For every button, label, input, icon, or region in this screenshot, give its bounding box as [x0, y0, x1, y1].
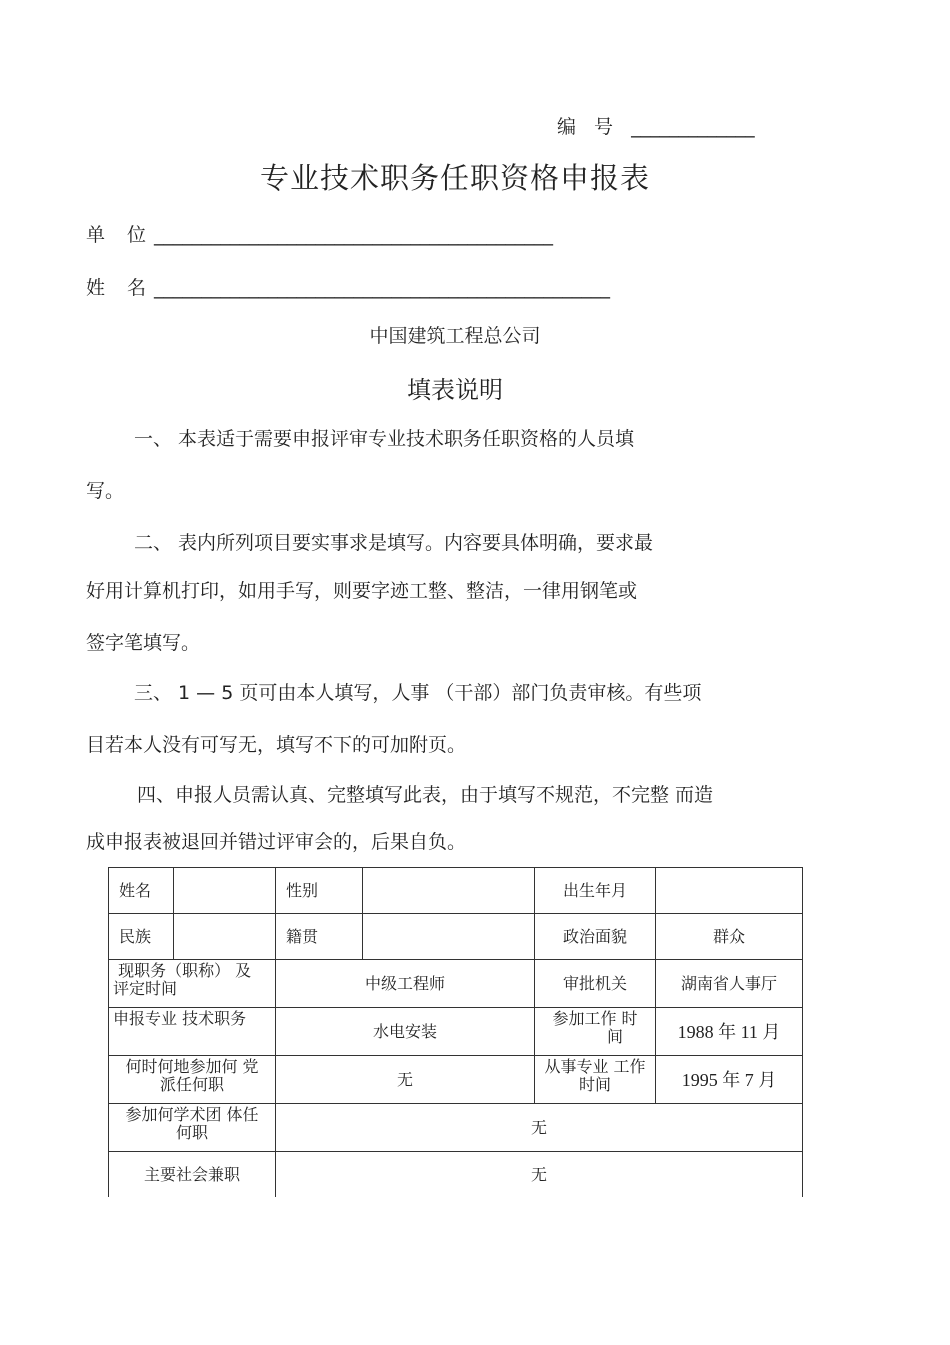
social-label-cell: 主要社会兼职: [109, 1152, 276, 1198]
career-label-cell: [535, 1056, 656, 1104]
birth-value-cell[interactable]: [656, 868, 803, 914]
native-label-cell: 籍贯: [276, 914, 363, 960]
approve-value-cell[interactable]: 湖南省人事厅: [656, 960, 803, 1008]
party-value-cell[interactable]: 无: [276, 1056, 535, 1104]
name-value-cell[interactable]: [174, 868, 276, 914]
party-label-cell: [109, 1056, 276, 1104]
work-value-cell[interactable]: 1988 年 11 月: [656, 1008, 803, 1056]
table-row: [109, 960, 803, 1008]
apply-label-cell: 申报专业 技术职务: [109, 1008, 276, 1056]
table-row: [109, 1056, 803, 1104]
instruction-line: 签字笔填写。: [86, 632, 201, 654]
company-name: 中国建筑工程总公司: [369, 325, 541, 347]
number-field: [557, 112, 755, 139]
academic-label-line: 何职: [175, 1123, 208, 1142]
name-field: [86, 273, 610, 300]
ethnic-value-cell[interactable]: [174, 914, 276, 960]
instruction-line: 三、 1 — 5 页可由本人填写，人事 （干部）部门负责审核。有些项: [134, 682, 702, 704]
party-label-line: 派任何职: [159, 1075, 224, 1094]
ethnic-label-cell: 民族: [109, 914, 174, 960]
table-row: [109, 1008, 803, 1056]
instruction-line: 成申报表被退回并错过评审会的，后果自负。: [86, 831, 467, 853]
instruction-line: 一、 本表适于需要申报评审专业技术职务任职资格的人员填: [134, 428, 635, 450]
gender-label-cell: 性别: [276, 868, 363, 914]
position-value-cell[interactable]: 中级工程师: [276, 960, 535, 1008]
name-label-cell: 姓名: [109, 868, 174, 914]
table-row: [109, 868, 803, 914]
instruction-line: 目若本人没有可写无，填写不下的可加附页。: [86, 734, 467, 756]
table-row: [109, 914, 803, 960]
unit-line: __________________________________________: [154, 224, 554, 246]
instructions-title: 填表说明: [407, 376, 503, 404]
application-form-table: [108, 867, 803, 1197]
name-line: ________________________________________________: [154, 277, 611, 299]
position-label-line: 评定时间: [113, 979, 178, 998]
apply-value-cell[interactable]: 水电安装: [276, 1008, 535, 1056]
name-label: 姓 名: [86, 277, 155, 299]
instruction-line: 二、 表内所列项目要实事求是填写。内容要具体明确，要求最: [134, 532, 654, 554]
work-label-cell: [535, 1008, 656, 1056]
birth-label-cell: 出生年月: [535, 868, 656, 914]
political-label-cell: 政治面貌: [535, 914, 656, 960]
party-label-line: 何时何地参加何 党: [125, 1057, 259, 1076]
work-label-line: 间: [606, 1027, 623, 1046]
position-label-line: 现职务（职称） 及: [113, 961, 252, 980]
academic-label-cell: [109, 1104, 276, 1152]
table-row: [109, 1152, 803, 1198]
academic-value-cell[interactable]: 无: [276, 1104, 803, 1152]
number-label: 编 号: [557, 116, 620, 138]
table-row: [109, 1104, 803, 1152]
work-label-line: 参加工作 时: [552, 1009, 638, 1028]
position-label-cell: [109, 960, 276, 1008]
political-value-cell[interactable]: 群众: [656, 914, 803, 960]
gender-value-cell[interactable]: [363, 868, 535, 914]
social-value-cell[interactable]: 无: [276, 1152, 803, 1198]
academic-label-line: 参加何学术团 体任: [125, 1105, 259, 1124]
instruction-line: 好用计算机打印，如用手写，则要字迹工整、整洁，一律用钢笔或: [86, 580, 638, 602]
instruction-line: 四、申报人员需认真、完整填写此表，由于填写不规范，不完整 而造: [137, 784, 714, 806]
career-label-line: 从事专业 工作: [544, 1057, 646, 1076]
instruction-line: 写。: [86, 480, 125, 502]
native-value-cell[interactable]: [363, 914, 535, 960]
number-line: _____________: [631, 116, 755, 138]
unit-field: [86, 220, 553, 247]
career-label-line: 时间: [578, 1075, 611, 1094]
approve-label-cell: 审批机关: [535, 960, 656, 1008]
page-title: 专业技术职务任职资格申报表: [259, 161, 650, 195]
unit-label: 单 位: [86, 224, 155, 246]
career-value-cell[interactable]: 1995 年 7 月: [656, 1056, 803, 1104]
